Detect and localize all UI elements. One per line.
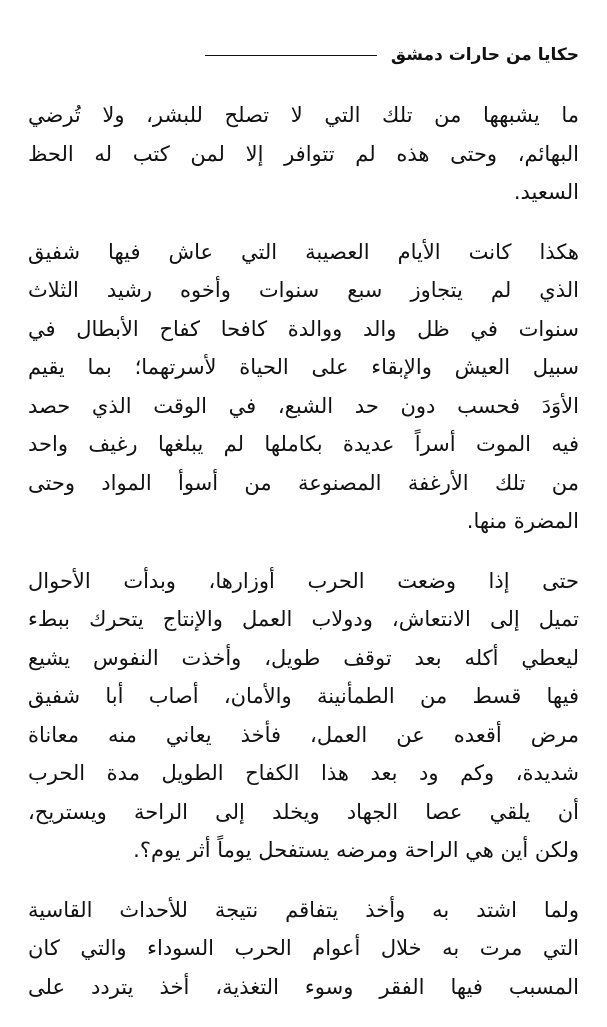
body-text xyxy=(28,96,579,1027)
text-line: التي مرت به خلال أعوام الحرب السوداء والتي كان xyxy=(28,936,579,960)
text-line: أن يلقي عصا الجهاد ويخلد إلى الراحة ويستريح، xyxy=(28,799,579,824)
text-line: ما يشبهها من تلك التي لا تصلح للبشر، ولا تُرضي xyxy=(28,103,579,127)
text-line: تميل إلى الانتعاش، ودولاب العمل والإنتاج يتحرك ببطء xyxy=(28,607,579,631)
text-line: شديدة، وكم ود بعد هذا الكفاح الطويل مدة الحرب xyxy=(28,761,579,785)
text-line: فيه الموت أسراً عديدة بكاملها لم يبلغها رغيف واحد xyxy=(28,432,579,456)
text-line: السعيد. xyxy=(513,180,579,204)
paragraph xyxy=(28,233,579,541)
text-line: الأوَدَ فحسب دون حد الشبع، في الوقت الذي حصد xyxy=(28,393,579,418)
text-line: فيها قسط من الطمأنينة والأمان، أصاب أبا شفيق xyxy=(28,684,579,708)
text-line: مرض أقعده عن العمل، فأخذ يعاني منه معاناة xyxy=(28,722,579,747)
text-line: حتى إذا وضعت الحرب أوزارها، وبدأت الأحوال xyxy=(28,568,579,593)
header-rule xyxy=(205,55,377,56)
text-line: من تلك الأرغفة المصنوعة من أسوأ المواد وحتى xyxy=(28,470,579,495)
text-line: ولكن أين هي الراحة ومرضه يستفحل يوماً أثر يوم؟. xyxy=(133,838,579,862)
text-line: هكذا كانت الأيام العصيبة التي عاش فيها شفيق xyxy=(28,239,579,264)
text-line: سبيل العيش والإبقاء على الحياة لأسرتهما؛ بما يقيم xyxy=(28,355,579,379)
book-title: حكايا من حارات دمشق xyxy=(390,45,579,65)
paragraph xyxy=(28,562,579,870)
running-header xyxy=(205,40,579,70)
text-line: المسبب فيها الفقر وسوء التغذية، أخذ يتردد على xyxy=(28,974,579,999)
paragraph xyxy=(28,96,579,212)
text-line: المضرة منها. xyxy=(466,509,579,533)
paragraph xyxy=(28,891,579,1007)
text-line: الذي لم يتجاوز سبع سنوات وأخوه رشيد الثلاث xyxy=(28,278,579,302)
text-line: سنوات في ظل والد ووالدة كافحا كفاح الأبطال في xyxy=(28,316,579,341)
text-line: ليعطي أكله بعد توقف طويل، وأخذت النفوس يشيع xyxy=(28,645,579,670)
text-line: البهائم، وحتى هذه لم تتوافر إلا لمن كتب له الحظ xyxy=(28,141,579,166)
text-line: ولما اشتد به وأخذ يتفاقم نتيجة للأحداث القاسية xyxy=(28,897,579,922)
